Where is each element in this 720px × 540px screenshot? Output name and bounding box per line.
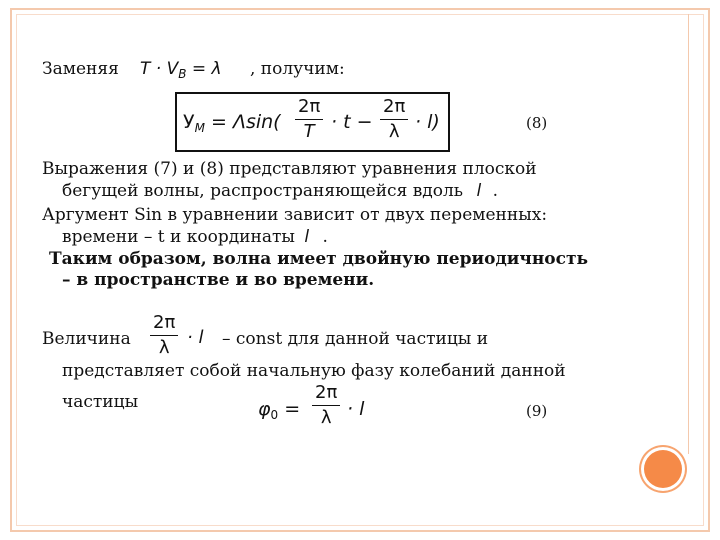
slide-accent-line <box>688 14 689 454</box>
line1-V: V <box>166 59 179 79</box>
para3-line1: Таким образом, волна имеет двойную периодичность <box>49 249 589 269</box>
para2-var: l <box>304 227 310 247</box>
para4-label: Величина <box>42 329 131 349</box>
para3-line2: – в пространстве и во времени. <box>62 270 375 290</box>
para4-var: l <box>198 327 204 348</box>
para1-line2 <box>62 182 498 201</box>
para1-var: l <box>476 181 482 201</box>
formula-8-eq: = <box>210 111 227 133</box>
formula-8-y-sub: M <box>194 121 205 135</box>
line1-formula <box>140 60 222 81</box>
formula-9-phi: φ <box>258 398 271 420</box>
formula-8-frac1 <box>295 98 323 142</box>
formula-9-number: (9) <box>526 402 548 420</box>
formula-9-frac-num: 2π <box>312 384 340 406</box>
slide-orange-dot <box>641 447 685 491</box>
para4-rest: – const для данной частицы и <box>222 329 489 349</box>
para4-frac <box>150 314 178 358</box>
formula-8-frac2 <box>380 98 408 142</box>
formula-8-left <box>183 112 281 135</box>
formula-9-eq: = <box>284 398 301 420</box>
line1-V-sub: B <box>178 67 187 81</box>
formula-9-frac <box>312 384 340 428</box>
formula-9-dot: · <box>347 398 354 420</box>
formula-9-l: l <box>359 398 365 420</box>
formula-8-minus: − <box>356 111 373 133</box>
formula-8-frac1-den: T <box>303 120 315 142</box>
para1-line2-text: бегущей волны, распространяющейся вдоль <box>62 181 464 201</box>
formula-8-frac1-num: 2π <box>295 98 323 120</box>
formula-8-dot1: · <box>331 111 338 133</box>
formula-8-right <box>415 112 440 133</box>
para1-end: . <box>492 181 498 201</box>
formula-8-l: l <box>427 111 433 133</box>
para4-line3: частицы <box>62 392 139 412</box>
para4-dot: · <box>187 327 193 348</box>
formula-9-frac-den: λ <box>320 406 332 428</box>
formula-9-right <box>347 399 364 420</box>
para1-line1: Выражения (7) и (8) представляют уравнения плоской <box>42 159 537 179</box>
para2-line2 <box>62 228 328 247</box>
line1-dot: · <box>155 59 162 79</box>
para4-formula-tail <box>187 328 203 348</box>
formula-8-dot2: · <box>415 111 422 133</box>
formula-8-y: У <box>183 111 195 133</box>
line1-eq: = <box>191 59 207 79</box>
formula-8-frac2-num: 2π <box>380 98 408 120</box>
line1-suffix: , получим: <box>250 59 345 79</box>
para4-frac-num: 2π <box>150 314 178 336</box>
para4-line2: представляет собой начальную фазу колебаний данной <box>62 361 566 381</box>
line1-T: T <box>140 59 151 79</box>
para2-end: . <box>322 227 328 247</box>
formula-9-left <box>258 399 300 422</box>
para4-frac-den: λ <box>158 336 170 358</box>
formula-9-phi-sub: 0 <box>270 408 279 422</box>
para2-line1: Аргумент Sin в уравнении зависит от двух переменных: <box>42 205 548 225</box>
formula-8-mid <box>331 112 373 133</box>
formula-8-t: t <box>343 111 351 133</box>
line1-prefix: Заменяя <box>42 59 119 79</box>
formula-8-close: ) <box>432 111 440 133</box>
line1-lambda: λ <box>211 59 222 79</box>
para2-line2-text: времени – t и координаты <box>62 227 295 247</box>
formula-8-box <box>175 92 450 152</box>
formula-8-frac2-den: λ <box>388 120 400 142</box>
formula-8-amp-sin: Λsin( <box>232 111 281 133</box>
formula-8-number: (8) <box>526 114 548 132</box>
